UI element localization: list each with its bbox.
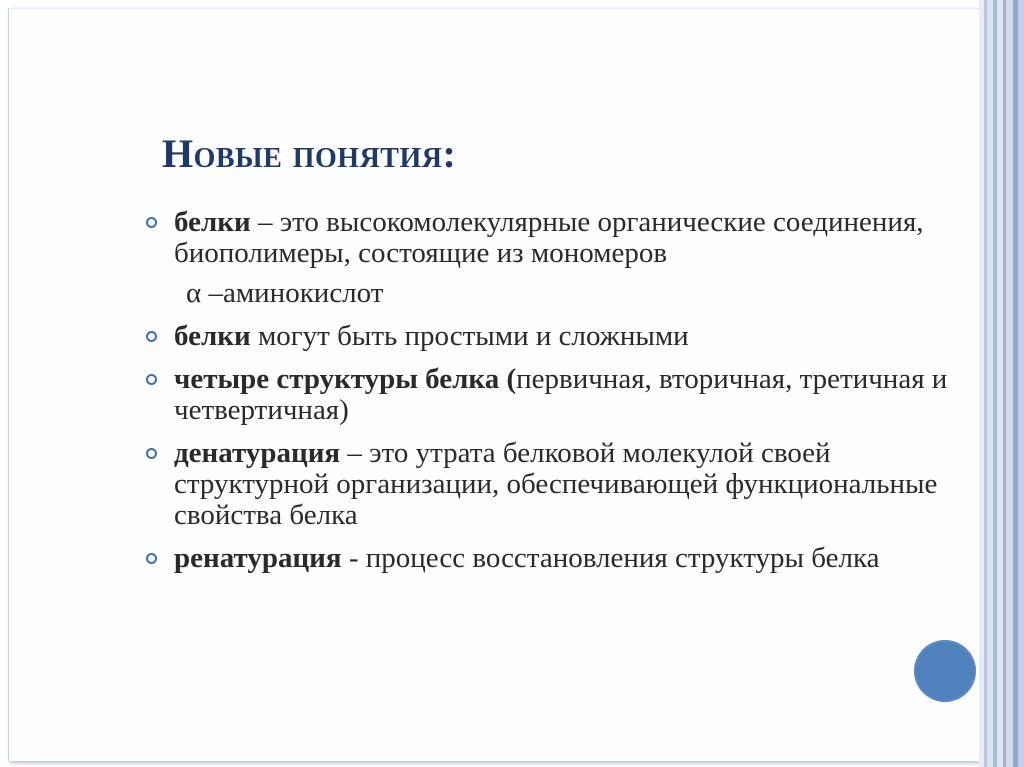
definition: первичная, вторичная, третичная и четвертичная) — [174, 363, 948, 426]
term: ренатурация — [174, 542, 342, 574]
decorative-circle-icon — [914, 640, 976, 702]
slide-title: Новые понятия: — [162, 131, 457, 176]
definition: – это высокомолекулярные органические соединения, биополимеры, состоящие из мономеров — [174, 206, 924, 269]
term: белки — [174, 320, 251, 352]
term: денатурация — [174, 437, 341, 469]
decorative-stripes — [979, 0, 1024, 767]
definition: – это утрата белковой молекулой своей структурной организации, обеспечивающей функциональные свойства белка — [174, 437, 938, 531]
list-item — [145, 543, 965, 574]
list-item — [145, 438, 965, 531]
term: четыре структуры белка ( — [174, 363, 517, 395]
definition: могут быть простыми и сложными — [250, 320, 689, 352]
ring-bullet-icon — [146, 217, 157, 228]
ring-bullet-icon — [146, 331, 157, 342]
list-item — [145, 364, 965, 426]
definition: - процесс восстановления структуры белка — [341, 542, 880, 574]
list-item — [145, 207, 965, 269]
ring-bullet-icon — [146, 448, 157, 459]
term: белки — [174, 206, 251, 238]
definition-continuation: α –аминокислот — [186, 277, 384, 309]
ring-bullet-icon — [146, 374, 157, 385]
list-item-continuation — [145, 278, 965, 309]
bullet-list — [145, 207, 965, 574]
ring-bullet-icon — [146, 553, 157, 564]
list-item — [145, 321, 965, 352]
